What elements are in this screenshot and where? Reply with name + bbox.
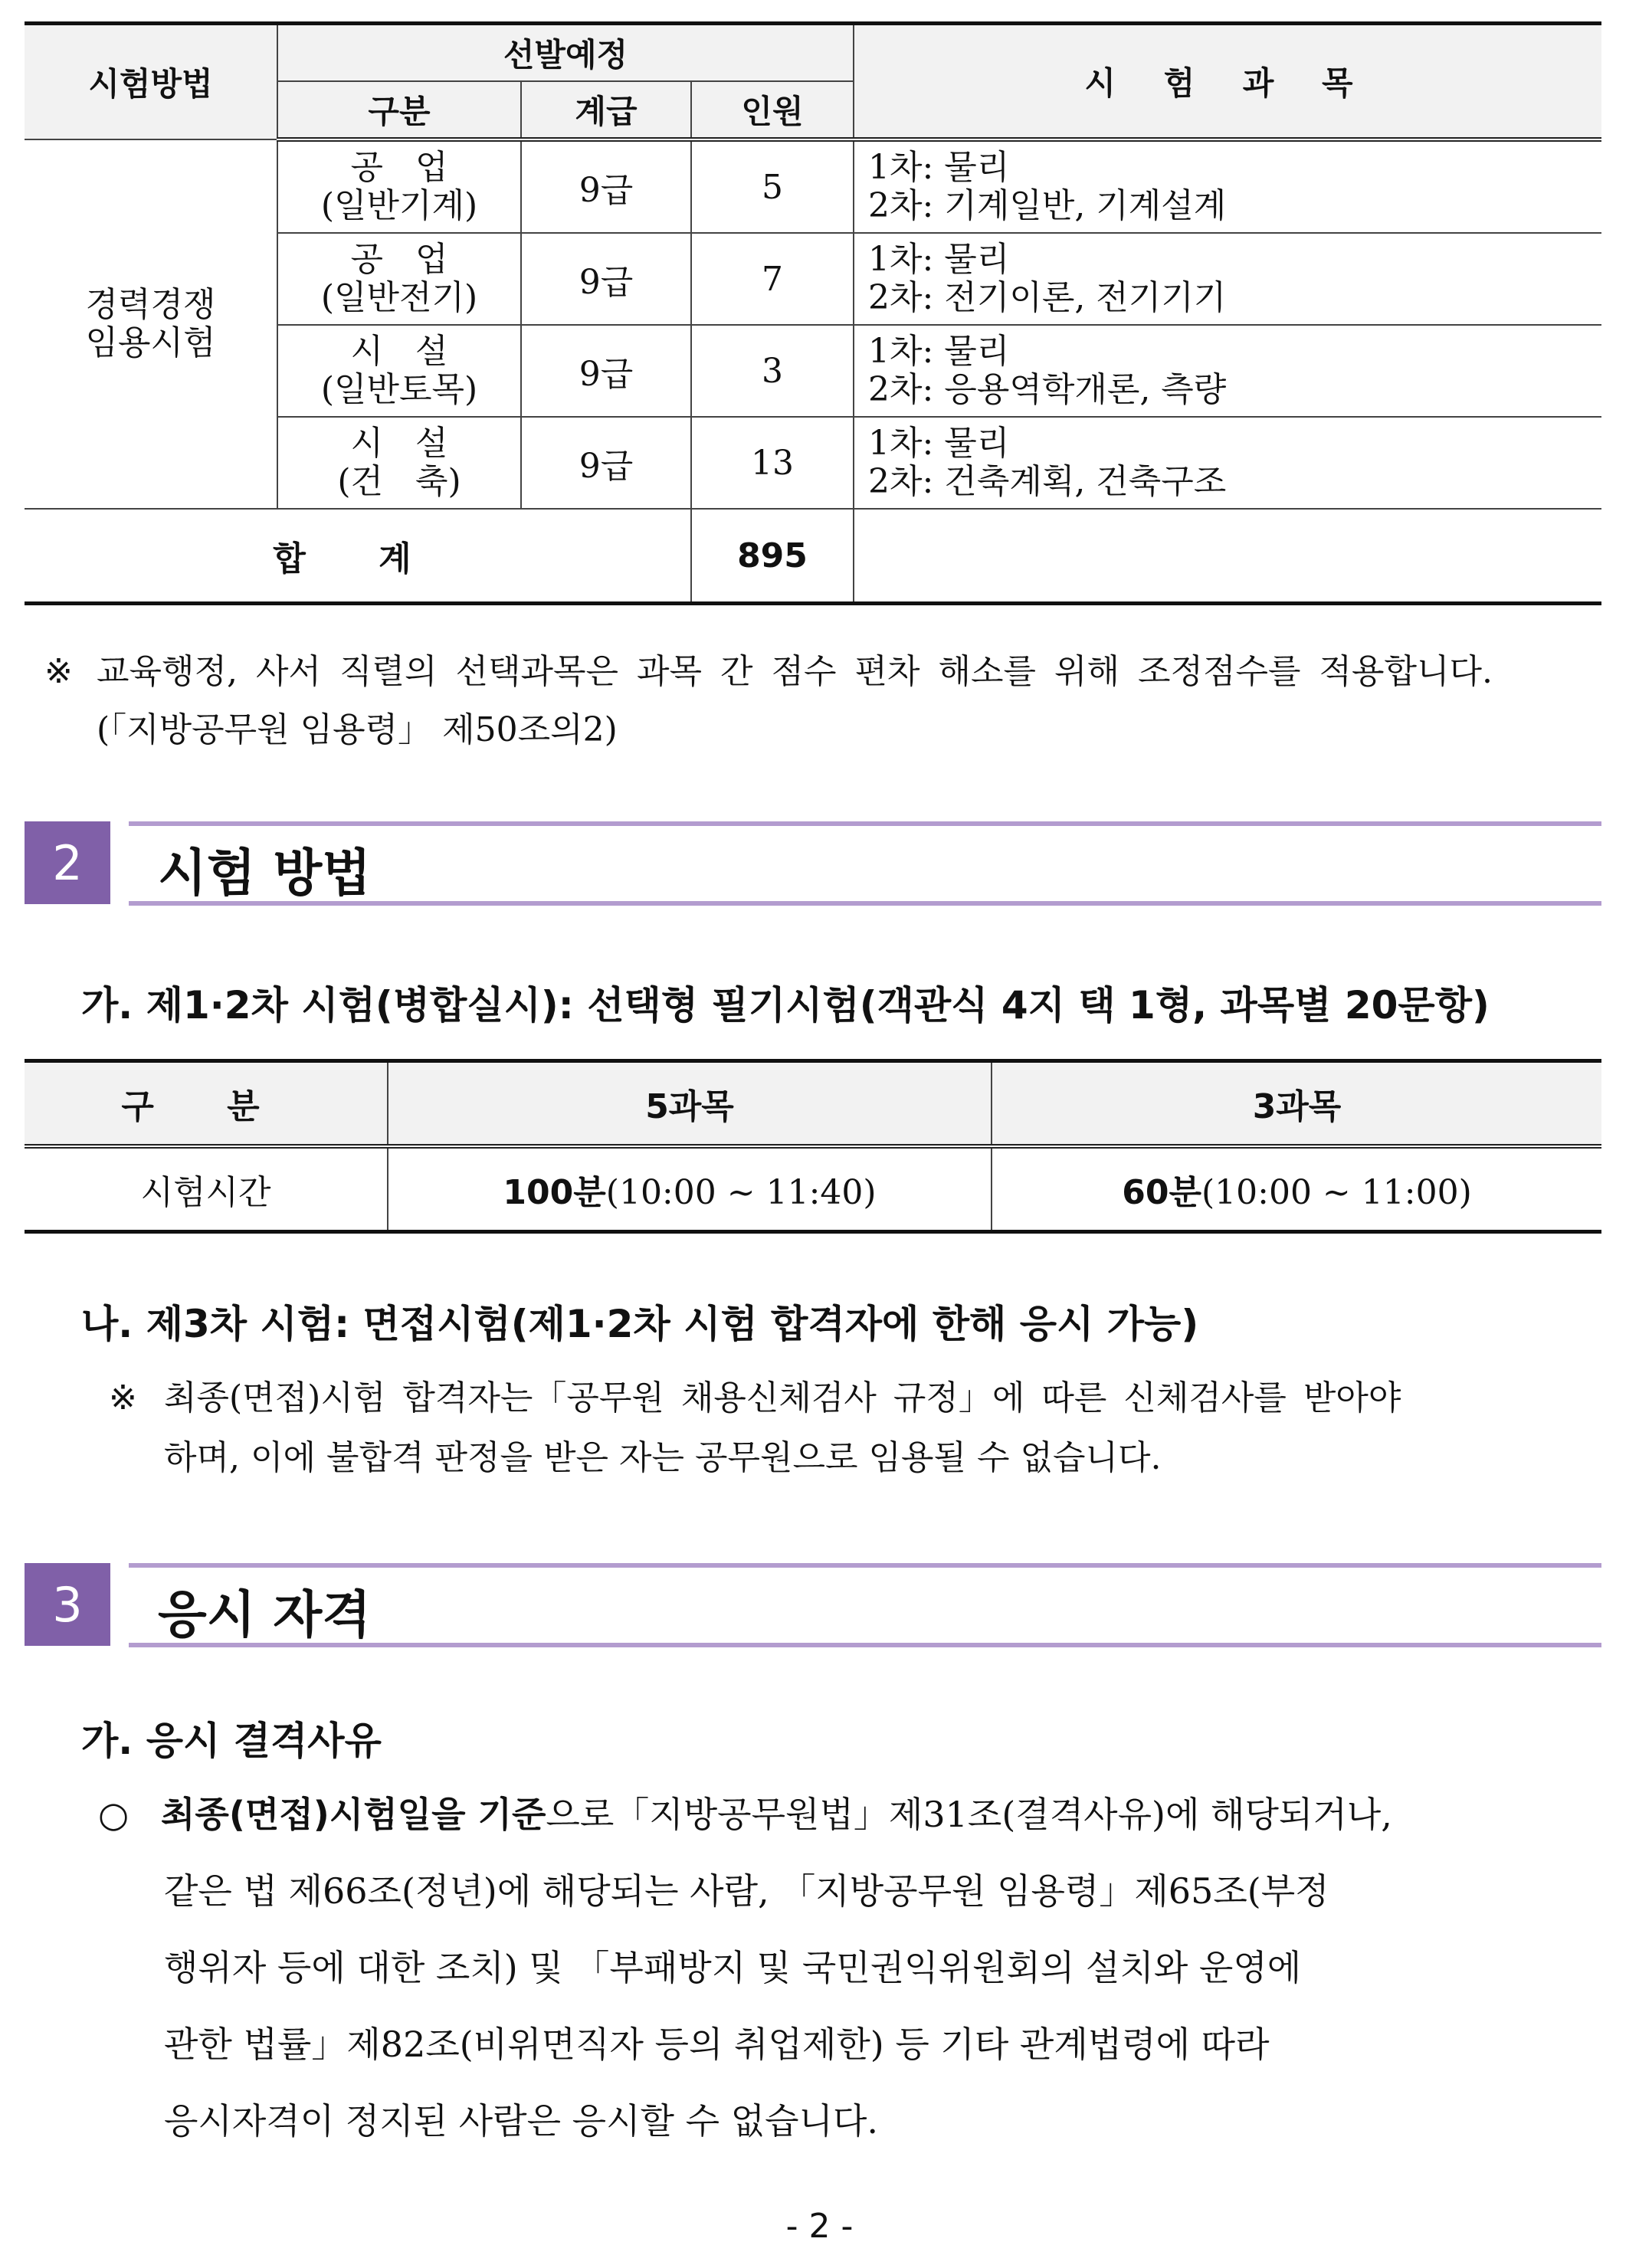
subjects-cell [854,417,1601,509]
disqualification-line-2: 같은 법 제66조(정년)에 해당되는 사람, 「지방공무원 임용령」제65조(부정 [164,1870,1329,1912]
count-cell: 5 [691,139,854,233]
disqualification-line-3: 행위자 등에 대한 조치) 및 「부패방지 및 국민권익위원회의 설치와 운영에 [164,1947,1302,1988]
grade-cell: 9급 [521,139,691,233]
time-3-subjects [992,1146,1601,1232]
duration: 100분 [503,1173,606,1212]
category-line-1: 시 설 [350,424,448,463]
subjects-cell [854,325,1601,417]
section-top-rule [129,821,1601,826]
note-physical-exam [109,1368,1603,1428]
header-5-subjects: 5과목 [388,1061,992,1147]
total-label: 합 계 [25,509,691,604]
method-line-1: 경력경쟁 [85,285,216,324]
header-3-subjects: 3과목 [992,1061,1601,1147]
disqualification-line-1 [98,1776,1608,1853]
category-line-2: (일반전기) [320,278,478,317]
note-line-1: 교육행정, 사서 직렬의 선택과목은 과목 간 점수 편차 해소를 위해 조정점수를 적용합니다. [97,652,1493,691]
header-category: 구분 [277,81,521,139]
subject-line-1: 1차: 물리 [868,148,1010,187]
section-top-rule [129,1563,1601,1568]
category-line-2: (일반기계) [320,186,478,225]
header-grade: 계급 [521,81,691,139]
category-cell [277,139,521,233]
note-mark: ※ [109,1378,137,1418]
grade-cell: 9급 [521,325,691,417]
count-cell: 13 [691,417,854,509]
bold-lead: 최종(면접)시험일을 기준 [161,1794,546,1835]
subject-line-2: 2차: 전기이론, 전기기기 [868,278,1227,317]
note-line-2: 하며, 이에 불합격 판정을 받은 자는 공무원으로 임용될 수 없습니다. [164,1438,1162,1477]
note-line-1: 최종(면접)시험 합격자는「공무원 채용신체검사 규정」에 따른 신체검사를 받아야 [164,1378,1401,1418]
method-line-2: 임용시험 [85,323,216,362]
method-cell [25,139,277,509]
note-mark: ※ [44,652,73,691]
subject-line-1: 1차: 물리 [868,424,1010,463]
disqualification-line-5: 응시자격이 정지된 사람은 응시할 수 없습니다. [164,2100,879,2142]
note-exam-adjustment [44,642,1608,702]
bullet: ○ [98,1794,129,1835]
count-cell: 7 [691,233,854,325]
header-plan: 선발예정 [277,24,854,82]
subject-line-2: 2차: 응용역학개론, 측량 [868,370,1227,409]
category-line-2: (건 축) [337,462,461,501]
total-empty [854,509,1601,604]
header-subjects: 시 험 과 목 [854,24,1601,140]
section-number-badge: 3 [25,1563,110,1646]
disqualification-line-4: 관한 법률」제82조(비위면직자 등의 취업제한) 등 기타 관계법령에 따라 [164,2024,1270,2065]
subject-line-1: 1차: 물리 [868,240,1010,279]
subjects-cell [854,233,1601,325]
header-method: 시험방법 [25,24,277,140]
exam-time-table [25,1059,1601,1234]
grade-cell: 9급 [521,417,691,509]
time-range: (10:00 ~ 11:40) [605,1173,877,1212]
count-cell: 3 [691,325,854,417]
subject-line-1: 1차: 물리 [868,332,1010,371]
section-number-badge: 2 [25,821,110,904]
subheading-interview: 나. 제3차 시험: 면접시험(제1·2차 시험 합격자에 한해 응시 가능) [81,1302,1199,1346]
category-cell [277,325,521,417]
category-line-1: 공 업 [350,240,448,279]
category-cell [277,417,521,509]
header-category: 구 분 [25,1061,388,1147]
category-line-1: 시 설 [350,332,448,371]
subheading-written-exam: 가. 제1·2차 시험(병합실시): 선택형 필기시험(객관식 4지 택 1형, 과목별 20문항) [81,983,1490,1027]
time-range: (10:00 ~ 11:00) [1201,1173,1472,1212]
subjects-cell [854,139,1601,233]
subject-line-2: 2차: 기계일반, 기계설계 [868,186,1227,225]
category-cell [277,233,521,325]
header-count: 인원 [691,81,854,139]
total-value: 895 [691,509,854,604]
category-line-1: 공 업 [350,148,448,187]
section-title: 응시 자격 [158,1585,372,1644]
duration: 60분 [1122,1173,1201,1212]
category-line-2: (일반토목) [320,370,478,409]
subject-line-2: 2차: 건축계획, 건축구조 [868,462,1227,501]
subheading-disqualification: 가. 응시 결격사유 [81,1719,382,1763]
page-number: - 2 - [785,2207,854,2246]
grade-cell: 9급 [521,233,691,325]
time-5-subjects [388,1146,992,1232]
section-title: 시험 방법 [158,844,372,903]
row-label-exam-time: 시험시간 [25,1146,388,1232]
recruitment-table [25,21,1601,605]
line-1-rest: 으로「지방공무원법」제31조(결격사유)에 해당되거나, [546,1794,1392,1835]
note-reference: (「지방공무원 임용령」 제50조의2) [97,710,618,749]
